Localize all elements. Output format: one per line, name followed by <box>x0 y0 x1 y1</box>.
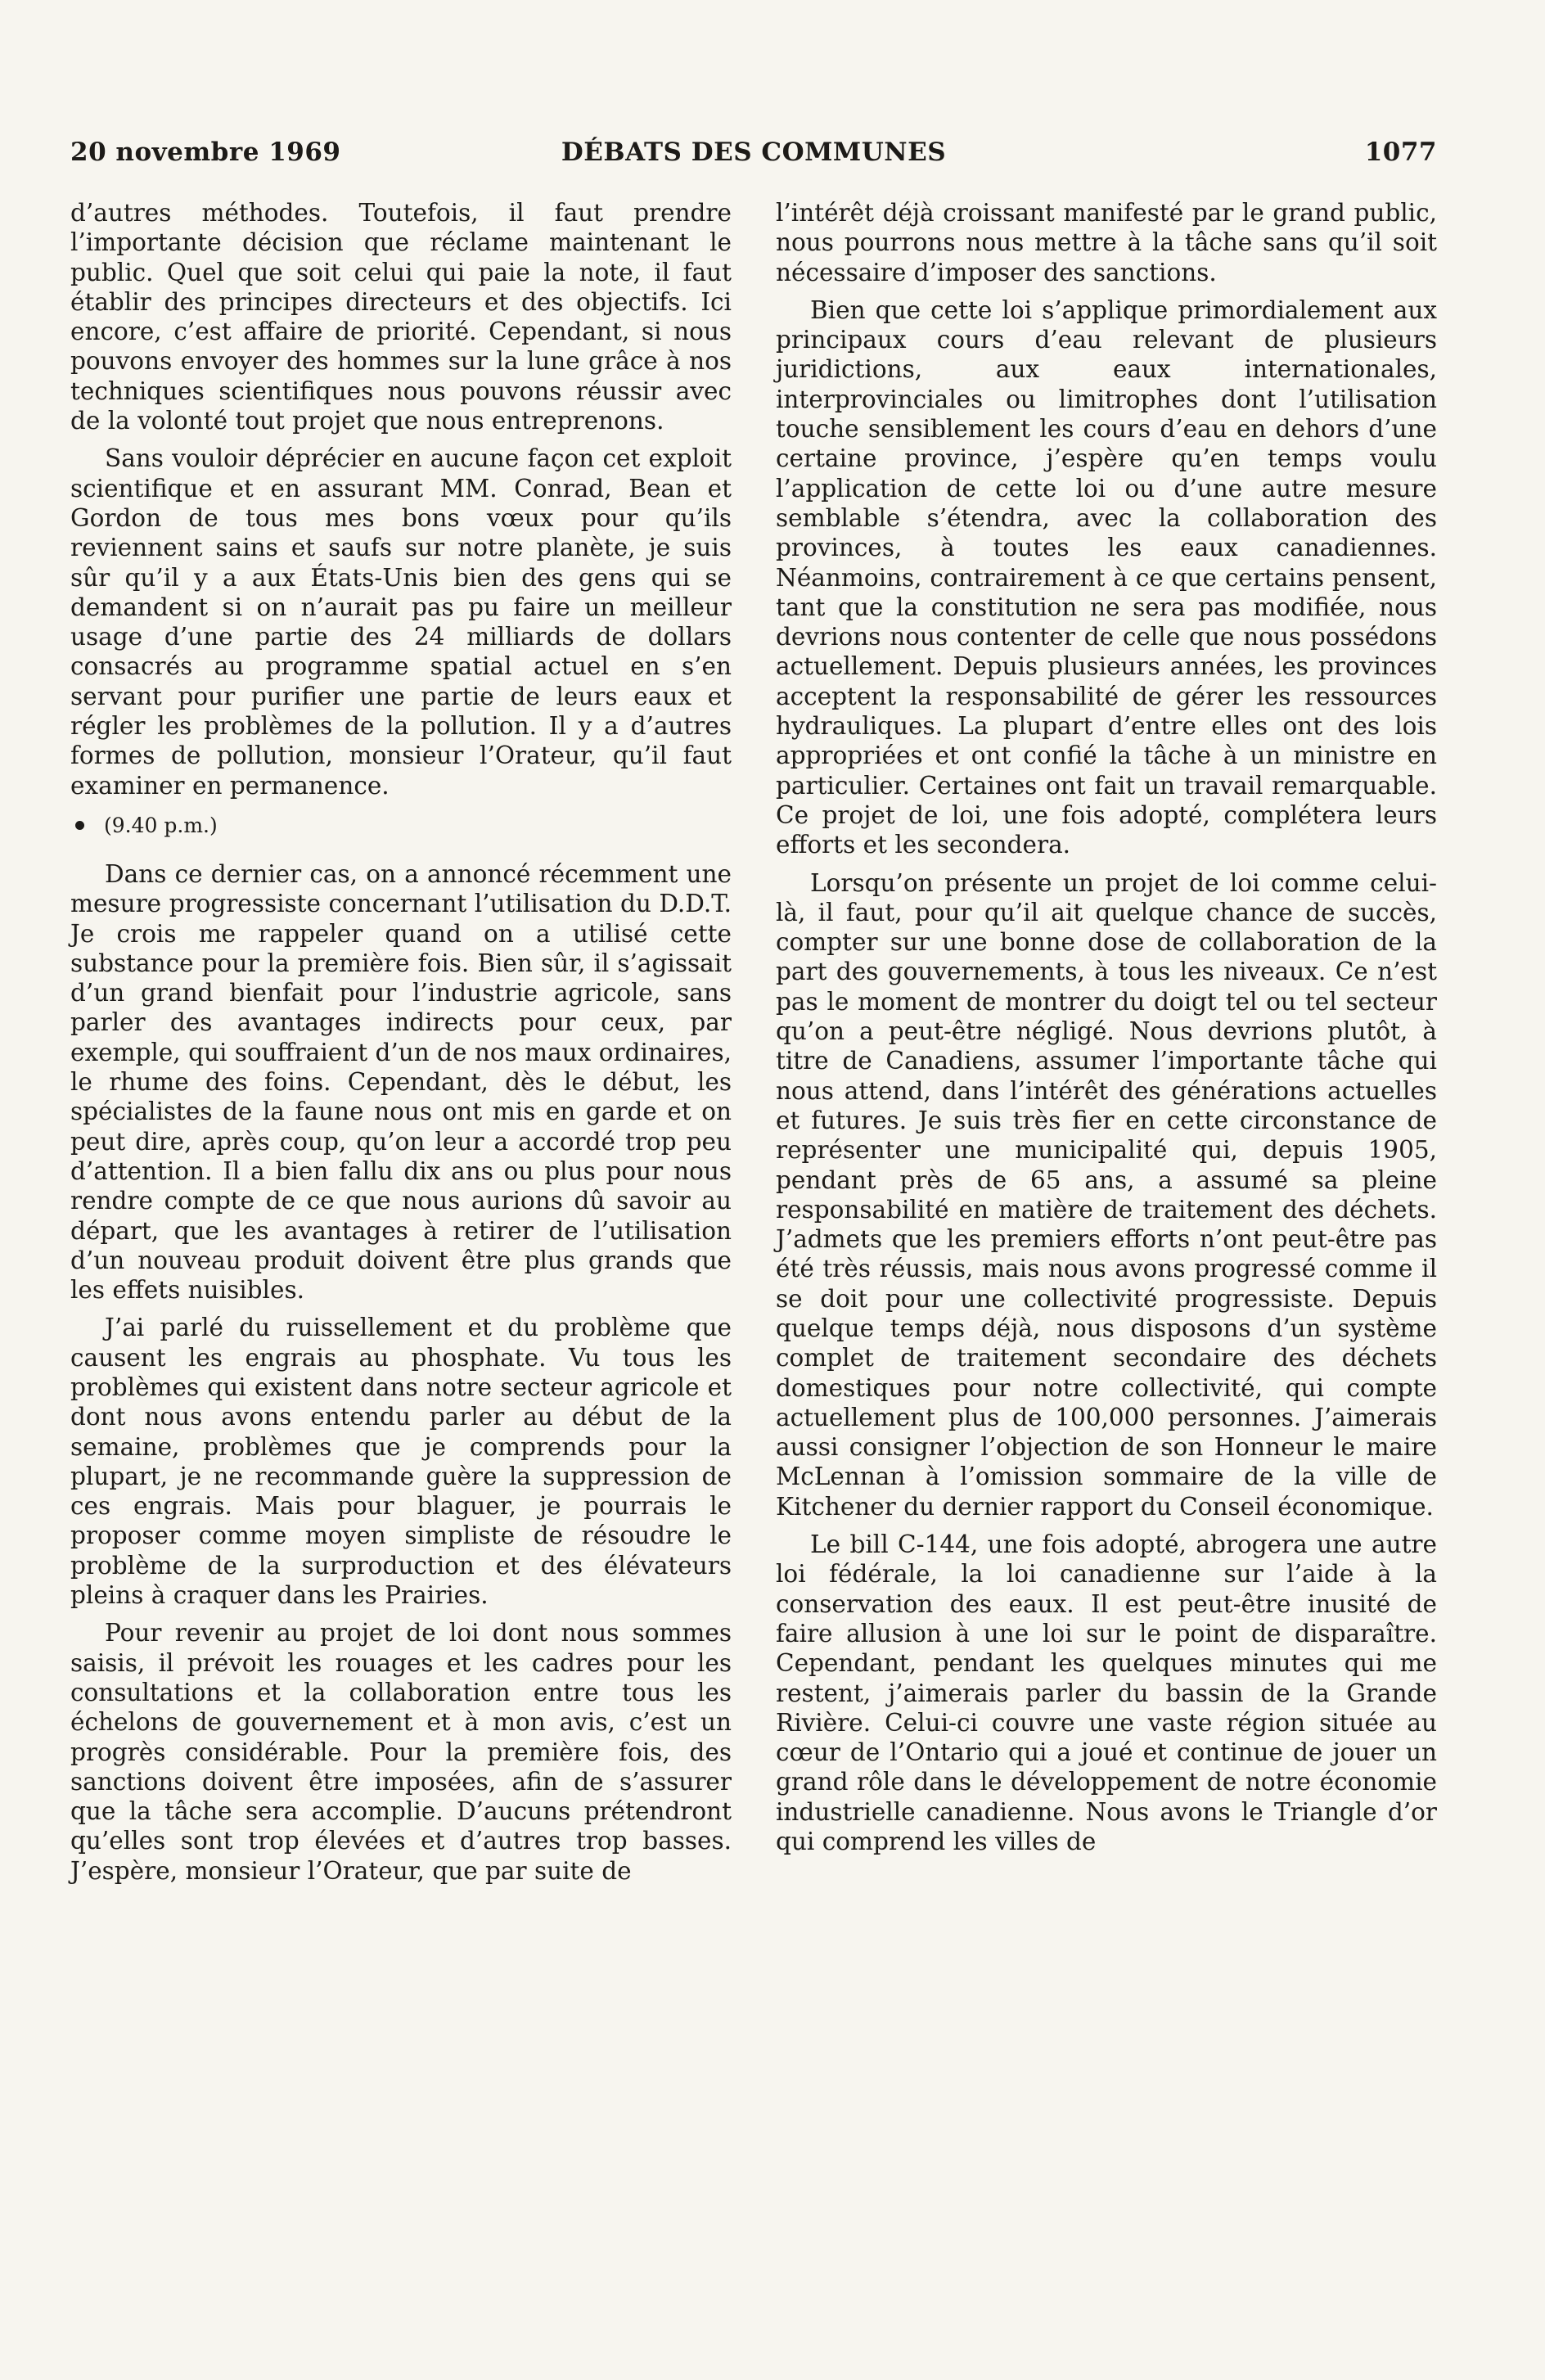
bullet-icon <box>75 821 84 830</box>
timestamp-marker <box>70 814 732 838</box>
paragraph: d’autres méthodes. Toutefois, il faut prendre l’importante décision que réclame maintenant le public. Quel que soit celui qui paie la note, il faut établir des principes directeurs et des objectifs. Ici encore, c’est affaire de priorité. Cependant, si nous pouvons envoyer des hommes sur la lune grâce à nos techniques scientifiques nous pouvons réussir avec de la volonté tout projet que nous entreprenons. <box>70 199 732 435</box>
page-header <box>70 137 1437 174</box>
paragraph: Bien que cette loi s’applique primordialement aux principaux cours d’eau relevant de plusieurs juridictions, aux eaux internationales, interprovinciales ou limitrophes dont l’utilisation touche sensiblement les cours d’eau en dehors d’une certaine province, j’espère qu’en temps voulu l’application de cette loi ou d’une autre mesure semblable s’étendra, avec la collaboration des provinces, à toutes les eaux canadiennes. Néanmoins, contrairement à ce que certains pensent, tant que la constitution ne sera pas modifiée, nous devrions nous contenter de celle que nous possédons actuellement. Depuis plusieurs années, les provinces acceptent la responsabilité de gérer les ressources hydrauliques. La plupart d’entre elles ont des lois appropriées et ont confié la tâche à un ministre en particulier. Certaines ont fait un travail remarquable. Ce projet de loi, une fois adopté, complétera leurs efforts et les secondera. <box>776 295 1437 859</box>
paragraph: J’ai parlé du ruissellement et du problème que causent les engrais au phosphate. Vu tous les problèmes qui existent dans notre secteur agricole et dont nous avons entendu parler au début de la semaine, problèmes que je comprends pour la plupart, je ne recommande guère la suppression de ces engrais. Mais pour blaguer, je pourrais le proposer comme moyen simpliste de résoudre le problème de la surproduction et des élévateurs pleins à craquer dans les Prairies. <box>70 1314 732 1610</box>
text-columns <box>70 198 1437 1894</box>
header-page-number: 1077 <box>1364 137 1437 167</box>
paragraph: Le bill C-144, une fois adopté, abrogera une autre loi fédérale, la loi canadienne sur l’aide à la conservation des eaux. Il est peut-être inusité de faire allusion à une loi sur le point de disparaître. Cependant, pendant les quelques minutes qui me restent, j’aimerais parler du bassin de la Grande Rivière. Celui-ci couvre une vaste région située au cœur de l’Ontario qui a joué et continue de jouer un grand rôle dans le développement de notre économie industrielle canadienne. Nous avons le Triangle d’or qui comprend les villes de <box>776 1530 1437 1856</box>
document-page <box>70 137 1437 2331</box>
paragraph: Dans ce dernier cas, on a annoncé récemment une mesure progressiste concernant l’utilisation du D.D.T. Je crois me rappeler quand on a utilisé cette substance pour la première fois. Bien sûr, il s’agissait d’un grand bienfait pour l’industrie agricole, sans parler des avantages indirects pour ceux, par exemple, qui souffraient d’un de nos maux ordinaires, le rhume des foins. Cependant, dès le début, les spécialistes de la faune nous ont mis en garde et on peut dire, après coup, qu’on leur a accordé trop peu d’attention. Il a bien fallu dix ans ou plus pour nous rendre compte de ce que nous aurions dû savoir au départ, que les avantages à retirer de l’utilisation d’un nouveau produit doivent être plus grands que les effets nuisibles. <box>70 859 732 1305</box>
paragraph: l’intérêt déjà croissant manifesté par le grand public, nous pourrons nous mettre à la tâche sans qu’il soit nécessaire d’imposer des sanctions. <box>776 199 1437 286</box>
paragraph: Pour revenir au projet de loi dont nous sommes saisis, il prévoit les rouages et les cadres pour les consultations et la collaboration entre tous les échelons de gouvernement et à mon avis, c’est un progrès considérable. Pour la première fois, des sanctions doivent être imposées, afin de s’assurer que la tâche sera accomplie. D’aucuns prétendront qu’elles sont trop élevées et d’autres trop basses. J’espère, monsieur l’Orateur, que par suite de <box>70 1619 732 1885</box>
timestamp-text: (9.40 p.m.) <box>104 813 218 837</box>
header-date: 20 novembre 1969 <box>70 137 341 167</box>
paragraph: Lorsqu’on présente un projet de loi comme celui-là, il faut, pour qu’il ait quelque chance de succès, compter sur une bonne dose de collaboration de la part des gouvernements, à tous les niveaux. Ce n’est pas le moment de montrer du doigt tel ou tel secteur qu’on a peut-être négligé. Nous devrions plutôt, à titre de Canadiens, assumer l’importante tâche qui nous attend, dans l’intérêt des générations actuelles et futures. Je suis très fier en cette circonstance de représenter une municipalité qui, depuis 1905, pendant près de 65 ans, a assumé sa pleine responsabilité en matière de traitement des déchets. J’admets que les premiers efforts n’ont peut-être pas été très réussis, mais nous avons progressé comme il se doit pour une collectivité progressiste. Depuis quelque temps déjà, nous disposons d’un système complet de traitement secondaire des déchets domestiques pour notre collectivité, qui compte actuellement plus de 100,000 personnes. J’aimerais aussi consigner l’objection de son Honneur le maire McLennan à l’omission sommaire de la ville de Kitchener du dernier rapport du Conseil économique. <box>776 868 1437 1521</box>
header-title: DÉBATS DES COMMUNES <box>561 137 947 167</box>
paragraph: Sans vouloir déprécier en aucune façon cet exploit scientifique et en assurant MM. Conrad, Bean et Gordon de tous mes bons vœux pour qu’ils reviennent sains et saufs sur notre planète, je suis sûr qu’il y a aux États-Unis bien des gens qui se demandent si on n’aurait pas pu faire un meilleur usage d’une partie des 24 milliards de dollars consacrés au programme spatial actuel en s’en servant pour purifier une partie de leurs eaux et régler les problèmes de la pollution. Il y a d’autres formes de pollution, monsieur l’Orateur, qu’il faut examiner en permanence. <box>70 444 732 800</box>
right-column <box>776 198 1437 1894</box>
left-column <box>70 198 732 1894</box>
